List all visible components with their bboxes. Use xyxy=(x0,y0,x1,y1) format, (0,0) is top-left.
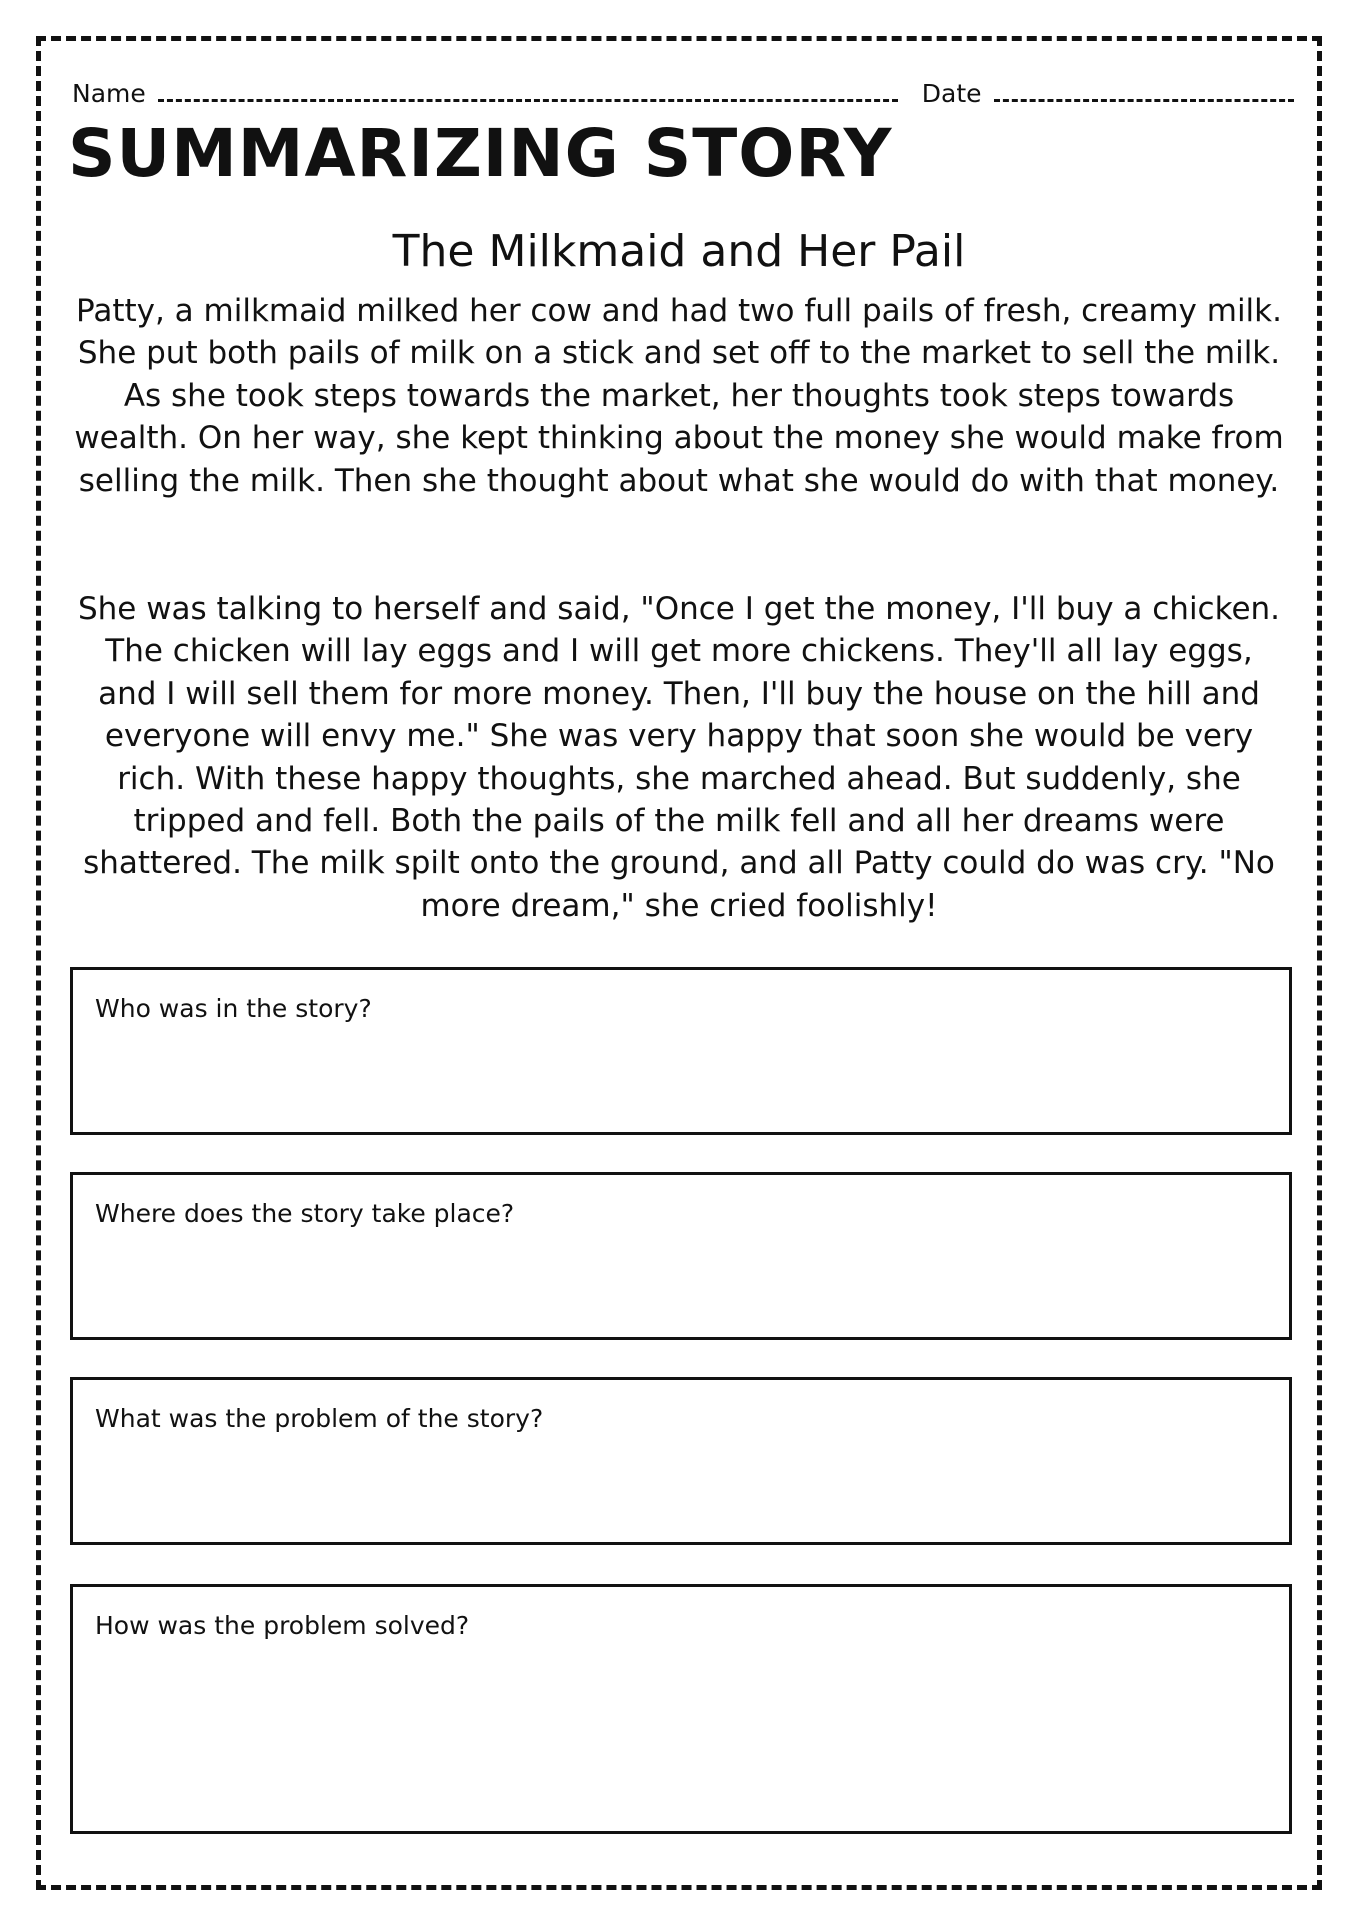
story-title: The Milkmaid and Her Pail xyxy=(392,226,966,277)
date-field[interactable] xyxy=(994,99,1294,102)
date-label: Date xyxy=(921,79,982,108)
story-paragraph-2: She was talking to herself and said, "Once I get the money, I'll buy a chicken. The chicken will lay eggs and I will get more chickens. They'll all lay eggs, and I will sell them for more money. Then, I'll buy the house on the hill and everyone will envy me." She was very happy that soon she would be very rich. With these happy thoughts, she marched ahead. But suddenly, she tripped and fell. Both the pails of the milk fell and all her dreams were shattered. The milk spilt onto the ground, and all Patty could do was cry. "No more dream," she cried foolishly! xyxy=(77,591,1281,924)
question-solution: How was the problem solved? xyxy=(95,1611,470,1640)
question-problem: What was the problem of the story? xyxy=(95,1404,544,1433)
question-who: Who was in the story? xyxy=(95,994,372,1023)
answer-box-problem[interactable] xyxy=(70,1377,1292,1545)
name-field[interactable] xyxy=(158,99,898,102)
header-line xyxy=(72,68,1294,108)
answer-box-where[interactable] xyxy=(70,1172,1292,1340)
answer-box-who[interactable] xyxy=(70,967,1292,1135)
name-label: Name xyxy=(72,79,146,108)
question-where: Where does the story take place? xyxy=(95,1199,515,1228)
story-paragraph-1: Patty, a milkmaid milked her cow and had two full pails of fresh, creamy milk. She put both pails of milk on a stick and set off to the market to sell the milk. As she took steps towards the market, her thoughts took steps towards wealth. On her way, she kept thinking about the money she would make from selling the milk. Then she thought about what she would do with that money. xyxy=(74,293,1284,499)
page-title: SUMMARIZING STORY xyxy=(68,115,893,192)
answer-box-solution[interactable] xyxy=(70,1584,1292,1834)
